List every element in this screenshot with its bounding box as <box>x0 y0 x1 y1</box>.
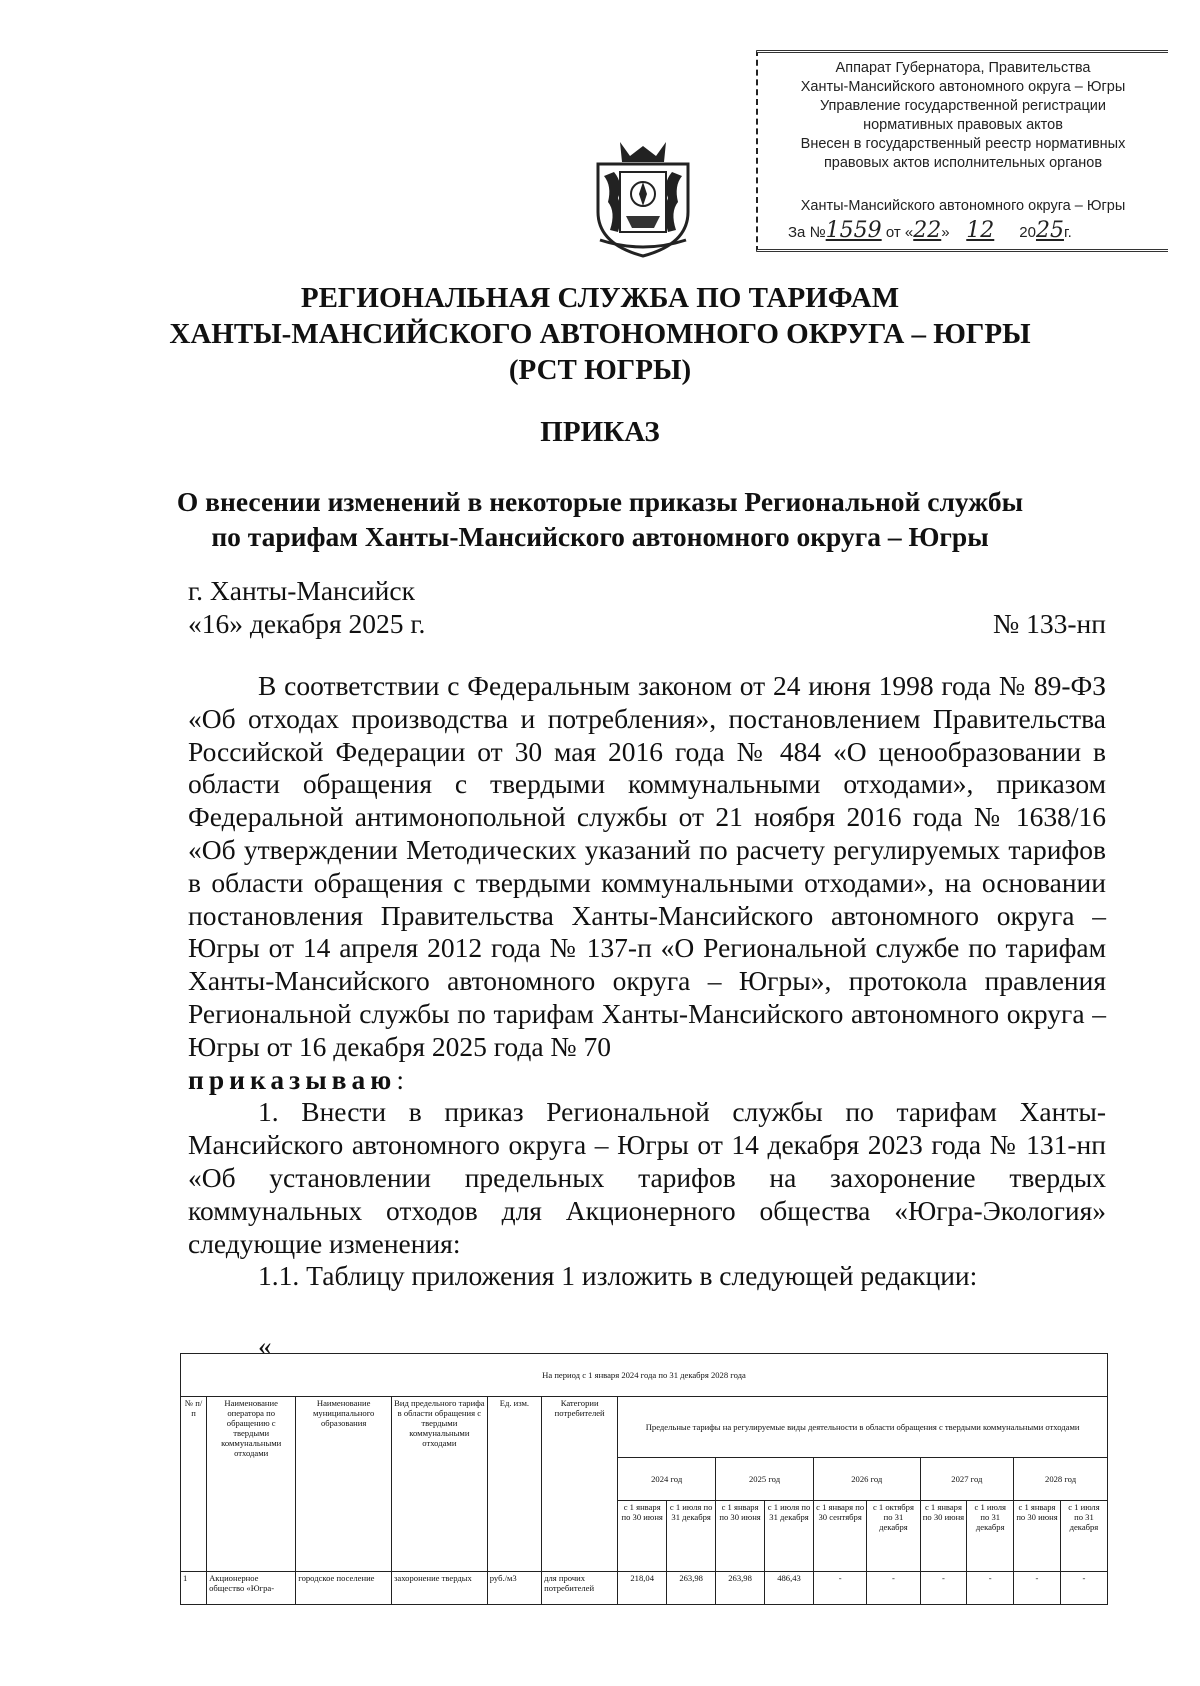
order-word: приказываю: <box>188 1063 404 1095</box>
stamp-line-6: правовых актов исполнительных органов <box>823 155 1103 171</box>
stamp-reg-year: 25 <box>1035 218 1064 243</box>
year-header: 2026 год <box>813 1458 920 1501</box>
col-header-category: Категории потребителей <box>542 1397 618 1572</box>
cell-value: - <box>1014 1572 1061 1605</box>
subperiod-header: с 1 июля по 31 декабря <box>667 1501 716 1572</box>
col-header-tariff-type: Вид предельного тарифа в области обращения с твердыми коммунальными отходами <box>392 1397 488 1572</box>
table-row <box>181 1572 1108 1605</box>
year-header: 2027 год <box>920 1458 1014 1501</box>
stamp-line-1: Аппарат Губернатора, Правительства <box>835 60 1091 76</box>
item-1-paragraph: 1. Внести в приказ Региональной службы по тарифам Ханты-Мансийского автономного округа – Югры от 14 декабря 2023 года № 131-нп «Об установлении предельных тарифов на захоронение твердых коммунальных отходов для Акционерного общества «Югра-Экология» следующие изменения: <box>188 1096 1106 1259</box>
cell-value: 263,98 <box>667 1572 716 1605</box>
stamp-line-2: Ханты-Мансийского автономного округа – Югры <box>800 79 1126 95</box>
tariff-table <box>180 1353 1108 1605</box>
year-header: 2028 год <box>1014 1458 1108 1501</box>
document-type: ПРИКАЗ <box>540 416 660 448</box>
stamp-reg-day: 22 <box>913 218 942 243</box>
subperiod-header: с 1 января по 30 июня <box>920 1501 967 1572</box>
table-period: На период с 1 января 2024 года по 31 декабря 2028 года <box>181 1354 1108 1397</box>
cell-category: для прочих потребителей <box>542 1572 618 1605</box>
cell-tariff-type: захоронение твердых <box>392 1572 488 1605</box>
registration-stamp <box>756 50 1168 252</box>
item-1-1-paragraph: 1.1. Таблицу приложения 1 изложить в следующей редакции: <box>258 1260 978 1292</box>
document-body <box>188 670 1106 1293</box>
subperiod-header: с 1 июля по 31 декабря <box>765 1501 814 1572</box>
subperiod-header: с 1 октября по 31 декабря <box>867 1501 920 1572</box>
cell-value: - <box>813 1572 866 1605</box>
open-quote: « <box>258 1330 272 1361</box>
col-header-num: № п/п <box>181 1397 207 1572</box>
organization-title: РЕГИОНАЛЬНАЯ СЛУЖБА ПО ТАРИФАМ ХАНТЫ-МАНСИЙСКОГО АВТОНОМНОГО ОКРУГА – ЮГРЫ (РСТ ЮГРЫ) <box>169 282 1031 386</box>
document-subject: О внесении изменений в некоторые приказы Региональной службы по тарифам Ханты-Мансийского автономного округа – Югры <box>176 486 1024 552</box>
coat-of-arms-emblem <box>590 142 696 258</box>
cell-value: 263,98 <box>716 1572 765 1605</box>
subperiod-header: с 1 июля по 31 декабря <box>967 1501 1014 1572</box>
cell-value: - <box>1060 1572 1107 1605</box>
document-number: № 133-нп <box>993 608 1106 639</box>
subperiod-header: с 1 января по 30 июня <box>618 1501 667 1572</box>
cell-num: 1 <box>181 1572 207 1605</box>
col-header-tariffs: Предельные тарифы на регулируемые виды деятельности в области обращения с твердыми коммунальными отходами <box>618 1397 1108 1458</box>
col-header-operator: Наименование оператора по обращению с твердыми коммунальными отходами <box>207 1397 296 1572</box>
stamp-line-7: Ханты-Мансийского автономного округа – Югры <box>800 198 1126 214</box>
cell-value: 486,43 <box>765 1572 814 1605</box>
subperiod-header: с 1 января по 30 сентября <box>813 1501 866 1572</box>
subperiod-header: с 1 января по 30 июня <box>716 1501 765 1572</box>
stamp-line-5: Внесен в государственный реестр нормативных <box>800 136 1126 152</box>
cell-value: - <box>967 1572 1014 1605</box>
cell-value: - <box>920 1572 967 1605</box>
document-place: г. Ханты-Мансийск <box>188 575 415 606</box>
document-date: «16» декабря 2025 г. <box>188 608 426 639</box>
col-header-unit: Ед. изм. <box>487 1397 541 1572</box>
cell-value: 218,04 <box>618 1572 667 1605</box>
cell-unit: руб./м3 <box>487 1572 541 1605</box>
subperiod-header: с 1 июля по 31 декабря <box>1060 1501 1107 1572</box>
col-header-municipality: Наименование муниципального образования <box>296 1397 392 1572</box>
cell-value: - <box>867 1572 920 1605</box>
subperiod-header: с 1 января по 30 июня <box>1014 1501 1061 1572</box>
cell-operator: Акционерное общество «Югра- <box>207 1572 296 1605</box>
cell-municipality: городское поселение <box>296 1572 392 1605</box>
stamp-reg-month: 12 <box>966 218 995 243</box>
stamp-line-4: нормативных правовых актов <box>863 117 1063 133</box>
stamp-line-3: Управление государственной регистрации <box>819 98 1107 114</box>
tariff-table-wrapper <box>180 1353 1108 1593</box>
year-header: 2024 год <box>618 1458 716 1501</box>
year-header: 2025 год <box>716 1458 814 1501</box>
stamp-registration-line: За №1559 от «22» 12 2025г. <box>788 218 1072 243</box>
preamble-paragraph: В соответствии с Федеральным законом от 24 июня 1998 года № 89-ФЗ «Об отходах производства и потребления», постановлением Правительства Российской Федерации от 30 мая 2016 года № 484 «О ценообразовании в области обращения с твердыми коммунальными отходами», приказом Федеральной антимонопольной службы от 21 ноября 2016 года № 1638/16 «Об утверждении Методических указаний по расчету регулируемых тарифов в области обращения с твердыми коммунальными отходами», на основании постановления Правительства Ханты-Мансийского автономного округа – Югры от 14 апреля 2012 года № 137-п «О Региональной службе по тарифам Ханты-Мансийского автономного округа – Югры», протокола правления Региональной службы по тарифам Ханты-Мансийского автономного округа – Югры от 16 декабря 2025 года № 70 <box>188 670 1106 1062</box>
stamp-reg-number: 1559 <box>825 218 882 243</box>
